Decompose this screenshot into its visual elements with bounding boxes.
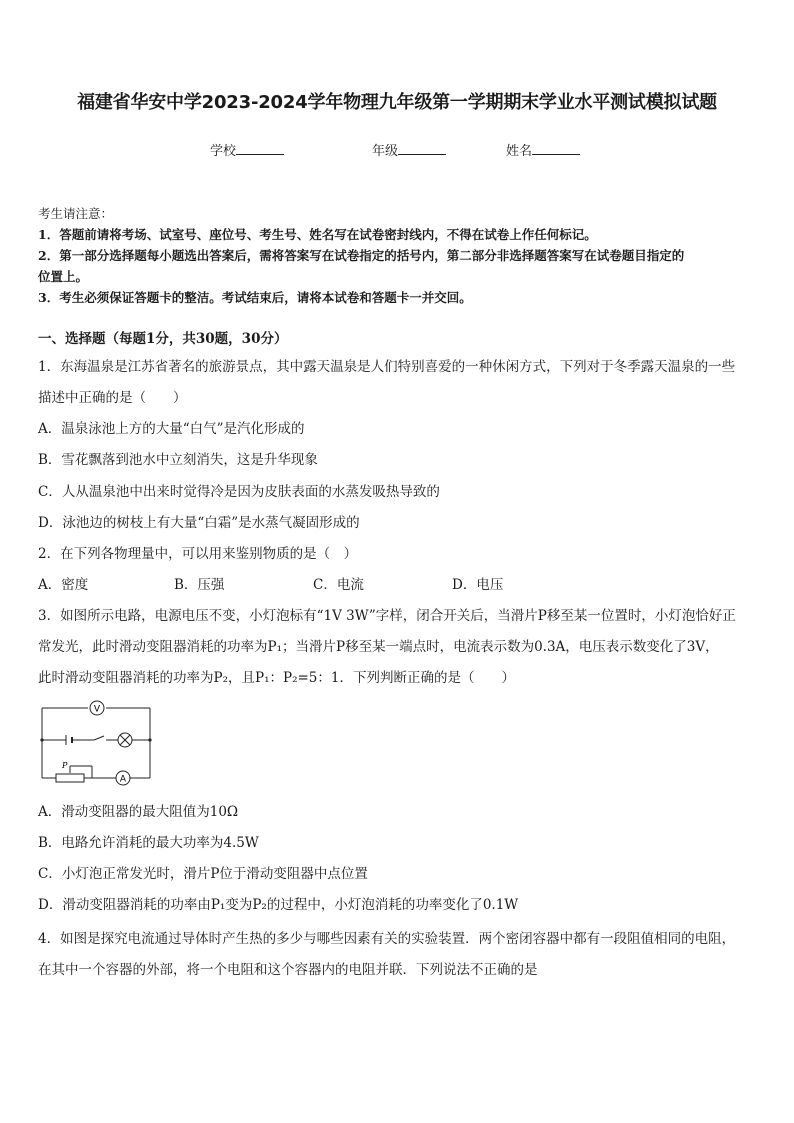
voltmeter-label: V: [93, 704, 101, 715]
q4-stem-line1: 4．如图是探究电流通过导体时产生热的多少与哪些因素有关的实验装置．两个密闭容器中都有一段阻值相同的电阻，: [38, 931, 736, 947]
q3-option-a: A．滑动变阻器的最大阻值为10Ω: [38, 804, 239, 820]
notes-item: 2．第一部分选择题每小题选出答案后，需将答案写在试卷指定的括号内，第二部分非选择题答案写在试卷题目指定的: [38, 248, 685, 263]
notes-item: 位置上。: [38, 269, 89, 284]
name-blank: [532, 142, 580, 155]
q2-option-a: A．密度: [38, 577, 89, 593]
q1-option-a: A．温泉泳池上方的大量“白气”是汽化形成的: [38, 421, 305, 437]
q3-option-c: C．小灯泡正常发光时，滑片P位于滑动变阻器中点位置: [38, 866, 368, 882]
school-field: [210, 140, 284, 159]
ammeter-label: A: [119, 774, 127, 785]
q1-option-c: C．人从温泉池中出来时觉得冷是因为皮肤表面的水蒸发吸热导致的: [38, 484, 440, 500]
school-blank: [236, 142, 284, 155]
name-field: [506, 140, 580, 159]
q3-stem-line2: 常发光，此时滑动变阻器消耗的功率为P₁；当滑片P移至某一端点时，电流表示数为0.3A，电压表示数变化了3V，: [38, 639, 719, 655]
school-label: 学校: [210, 144, 237, 159]
q4-stem-line2: 在其中一个容器的外部，将一个电阻和这个容器内的电阻并联．下列说法不正确的是: [38, 962, 538, 978]
exam-title: 福建省华安中学2023-2024学年物理九年级第一学期期末学业水平测试模拟试题: [77, 92, 717, 113]
notes-item: 1．答题前请将考场、试室号、座位号、考生号、姓名写在试卷密封线内，不得在试卷上作任何标记。: [38, 227, 597, 242]
grade-blank: [398, 142, 446, 155]
circuit-diagram: [36, 696, 156, 788]
q3-option-d: D．滑动变阻器消耗的功率由P₁变为P₂的过程中，小灯泡消耗的功率变化了0.1W: [38, 897, 519, 913]
q3-stem-line3: 此时滑动变阻器消耗的功率为P₂，且P₁：P₂=5：1．下列判断正确的是（ ）: [38, 670, 515, 686]
q2-option-c: C．电流: [313, 577, 364, 593]
q2-option-d: D．电压: [452, 577, 504, 593]
q1-stem-line2: 描述中正确的是（ ）: [38, 390, 187, 406]
notes-item: 3．考生必须保证答题卡的整洁。考试结束后，请将本试卷和答题卡一并交回。: [38, 290, 472, 305]
q2-option-b: B．压强: [174, 577, 225, 593]
notes-heading: 考生请注意：: [38, 206, 114, 221]
section-heading: 一、选择题（每题1分，共30题，30分）: [38, 331, 288, 347]
q1-option-d: D．泳池边的树枝上有大量“白霜”是水蒸气凝固形成的: [38, 515, 360, 531]
name-label: 姓名: [506, 144, 533, 159]
slider-label: P: [62, 761, 68, 770]
q2-stem: 2．在下列各物理量中，可以用来鉴别物质的是（ ）: [38, 546, 358, 562]
grade-label: 年级: [372, 144, 399, 159]
grade-field: [372, 140, 446, 159]
q1-stem-line1: 1．东海温泉是江苏省著名的旅游景点，其中露天温泉是人们特别喜爱的一种休闲方式，下列对于冬季露天温泉的一些: [38, 359, 736, 375]
exam-notes: [38, 203, 760, 308]
q1-option-b: B．雪花飘落到池水中立刻消失，这是升华现象: [38, 452, 318, 468]
q3-stem-line1: 3．如图所示电路，电源电压不变，小灯泡标有“1V 3W”字样，闭合开关后，当滑片P移至某一位置时，小灯泡恰好正: [38, 608, 736, 624]
q3-option-b: B．电路允许消耗的最大功率为4.5W: [38, 835, 259, 851]
